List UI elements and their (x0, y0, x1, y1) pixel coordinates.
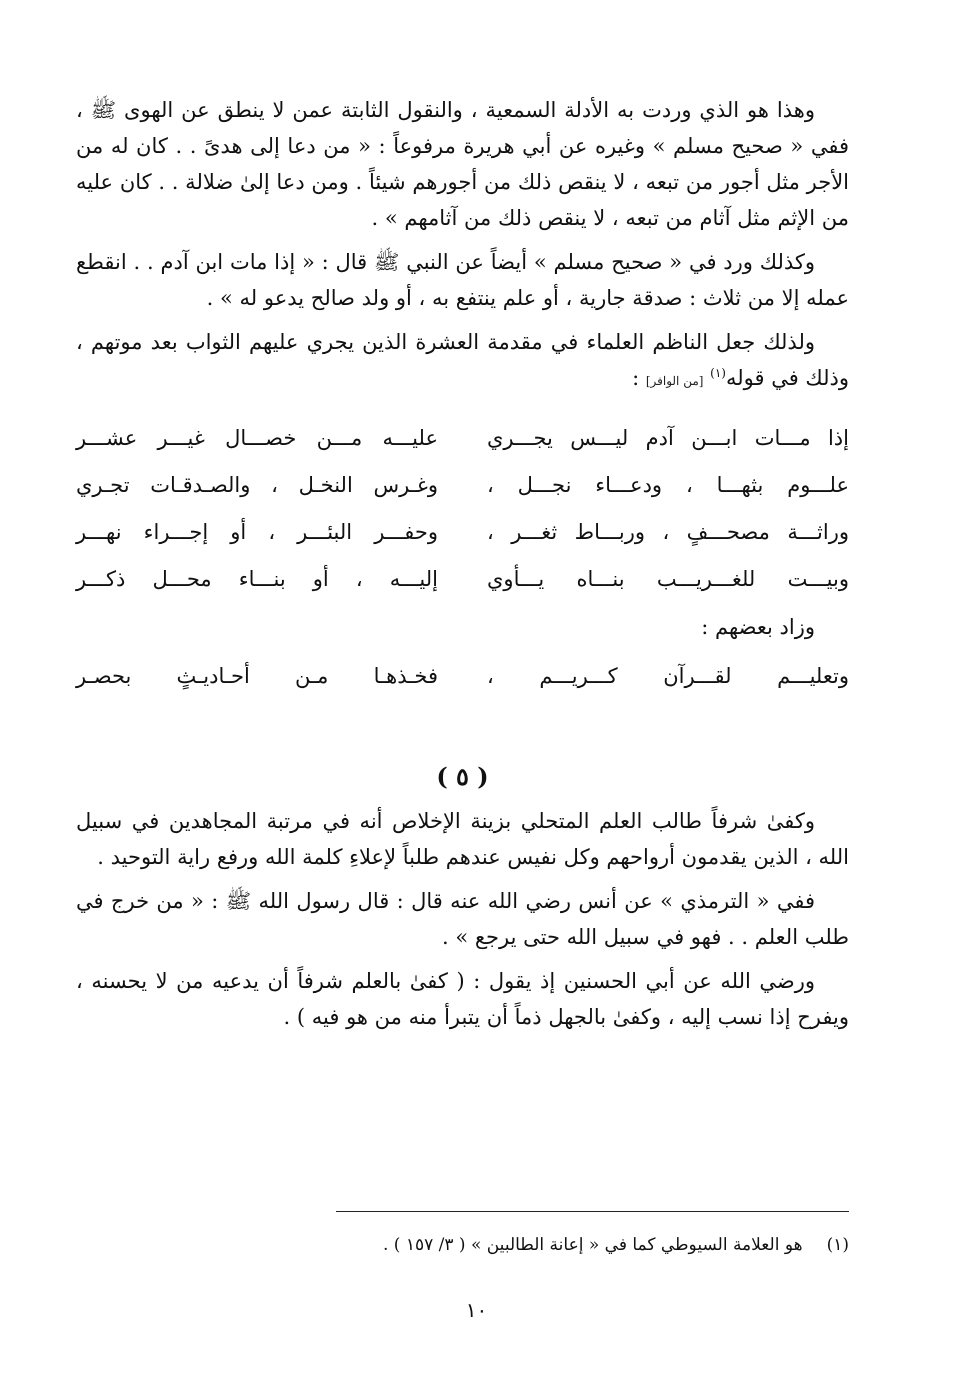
verse-second-half: فخـذهـا مـن أحـاديـثٍ بحصـر (76, 664, 438, 688)
verse-line-extra (76, 653, 849, 700)
verse-first-half: علـــوم بثهـــا ، ودعـــاء نجـــل ، (487, 473, 849, 497)
verse-introduction (76, 324, 849, 399)
main-text (76, 92, 849, 1045)
paragraph-1: وهذا هو الذي وردت به الأدلة السمعية ، والنقول الثابتة عمن لا ينطق عن الهوى ﷺ ، ففي « صحيح مسلم » وغيره عن أبي هريرة مرفوعاً : « من دعا إلى هدىً . . كان له من الأجر مثل أجور من تبعه ، لا ينقص ذلك من أجورهم شيئاً . ومن دعا إلىٰ ضلالة . . كان عليه من الإثم مثل آثام من تبعه ، لا ينقص ذلك من آثامهم » . (76, 98, 849, 230)
verse-introduction-text: ولذلك جعل الناظم العلماء في مقدمة العشرة الذين يجري عليهم الثواب بعد موتهم ، وذلك في قوله (76, 330, 849, 390)
footnote-text: هو العلامة السيوطي كما في « إعانة الطالبين » ( ٣/ ١٥٧ ) . (382, 1235, 803, 1255)
addition-intro: وزاد بعضهم : (701, 615, 815, 639)
paragraph-2: وكذلك ورد في « صحيح مسلم » أيضاً عن النبي ﷺ قال : « إذا مات ابن آدم . . انقطع عمله إلا من ثلاث : صدقة جارية ، أو علم ينتفع به ، أو ولد صالح يدعو له » . (76, 250, 849, 310)
verse-line (76, 415, 849, 462)
verse-introduction-tail: : (632, 366, 646, 390)
verse-line (76, 462, 849, 509)
paragraph-3: وكفىٰ شرفاً طالب العلم المتحلي بزينة الإخلاص أنه في مرتبة المجاهدين في سبيل الله ، الذين يقدمون أرواحهم وكل نفيس عندهم طلباً لإعلاءِ كلمة الله ورفع راية التوحيد . (76, 809, 849, 869)
verse-first-half: وتعليـــم لقـــرآن كـــريـــم ، (487, 664, 849, 688)
paragraph-4: ففي « الترمذي » عن أنس رضي الله عنه قال : قال رسول الله ﷺ : « من خرج في طلب العلم . . فهو في سبيل الله حتى يرجع » . (76, 889, 849, 949)
verse-line (76, 509, 849, 556)
poem (76, 415, 849, 700)
footnote-reference: (١) (710, 366, 726, 380)
meter-label: [من الوافر] (645, 374, 704, 388)
section-number: ( ٥ ) (436, 762, 489, 791)
footnote-number: (١) (826, 1235, 849, 1255)
footnote-divider (336, 1211, 849, 1212)
verse-second-half: عليـــه مـــن خصـــال غيـــر عشـــر (76, 426, 438, 450)
verse-first-half: إذا مـــات ابـــن آدم ليـــس يجـــري (487, 426, 849, 450)
verse-first-half: وبيـــت للغـــريـــب بنـــاه يـــأوي (487, 567, 849, 591)
paragraph-5: ورضي الله عن أبي الحسنين إذ يقول : ( كفىٰ بالعلم شرفاً أن يدعيه من لا يحسنه ، ويفرح إذا نسب إليه ، وكفىٰ بالجهل ذماً أن يتبرأ منه من هو فيه ) . (76, 969, 849, 1029)
verse-second-half: إليـــه ، أو بنـــاء محـــل ذكـــر (76, 567, 438, 591)
verse-second-half: وغـرس النخـل ، والصـدقـات تجـري (76, 473, 438, 497)
verse-first-half: وراثـــة مصحـــفٍ ، وربـــاط ثغـــر ، (487, 520, 849, 544)
verse-second-half: وحفـــر البئـــر ، أو إجـــراء نهـــر (76, 520, 438, 544)
page-number: ١٠ (465, 1298, 488, 1322)
footnote (300, 1232, 849, 1258)
verse-line (76, 556, 849, 603)
